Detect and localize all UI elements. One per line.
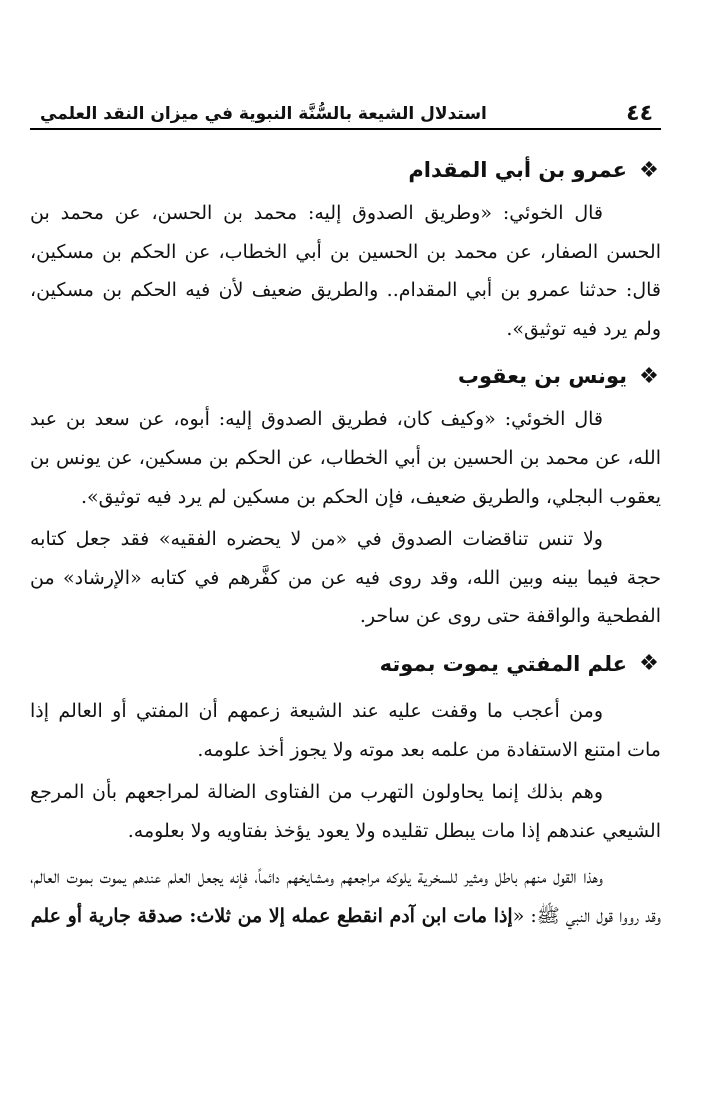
section-heading-text: علم المفتي يموت بموته	[379, 651, 627, 676]
section-heading-amr	[30, 150, 661, 190]
section-heading-mufti	[30, 644, 661, 684]
running-header	[30, 92, 661, 130]
paragraph: قال الخوئي: «وطريق الصدوق إليه: محمد بن الحسن، عن محمد بن الحسن الصفار، عن محمد بن الحسين بن أبي الخطاب، عن الحكم بن مسكين، قال: حدثنا عمرو بن أبي المقدام.. والطريق ضعيف لأن فيه الحكم بن مسكين، ولم يرد فيه توثيق».	[30, 202, 661, 340]
paragraph	[30, 858, 661, 935]
section-heading-text: عمرو بن أبي المقدام	[408, 158, 627, 182]
four-diamond-bullet-icon: ❖	[639, 157, 659, 183]
four-diamond-bullet-icon: ❖	[639, 363, 659, 389]
section-heading-text: يونس بن يعقوب	[457, 364, 627, 389]
page-content	[30, 150, 661, 936]
hadith-quote: إذا مات ابن آدم انقطع عمله إلا من ثلاث: صدقة جارية أو علم	[30, 904, 513, 927]
paragraph: ومن أعجب ما وقفت عليه عند الشيعة زعمهم أن المفتي أو العالم إذا مات امتنع الاستفادة من علمه بعد موته ولا يجوز أخذ علومه.	[30, 699, 661, 761]
four-diamond-bullet-icon: ❖	[639, 651, 659, 677]
section-heading-yunus	[30, 356, 661, 396]
paragraph: وهم بذلك إنما يحاولون التهرب من الفتاوى الضالة لمراجعهم بأن المرجع الشيعي عندهم إذا مات يبطل تقليده ولا يعود يؤخذ بفتاويه ولا بعلومه.	[30, 781, 661, 842]
paragraph: ولا تنس تناقضات الصدوق في «من لا يحضره الفقيه» فقد جعل كتابه حجة فيما بينه وبين الله، وقد روى فيه عن من كفَّرهم في كتابه «الإرشاد» من الفطحية والواقفة حتى روى عن ساحر.	[30, 528, 661, 628]
paragraph: قال الخوئي: «وكيف كان، فطريق الصدوق إليه: أبوه، عن سعد بن عبد الله، عن محمد بن الحسين بن أبي الخطاب، عن الحكم بن مسكين، عن يونس بن يعقوب البجلي، والطريق ضعيف، فإن الحكم بن مسكين لم يرد فيه توثيق».	[30, 408, 661, 508]
page-number: ٤٤	[626, 101, 653, 126]
running-header-title: استدلال الشيعة بالسُّنَّة النبوية في ميزان النقد العلمي	[40, 104, 487, 124]
paragraph-text: وهذا القول منهم باطل ومثير للسخرية يلوكه مراجعهم ومشايخهم دائماً، فإنه يجعل العلم عندهم يموت بموت العالم، وقد رووا قول النبي ﷺ: «	[30, 866, 661, 927]
